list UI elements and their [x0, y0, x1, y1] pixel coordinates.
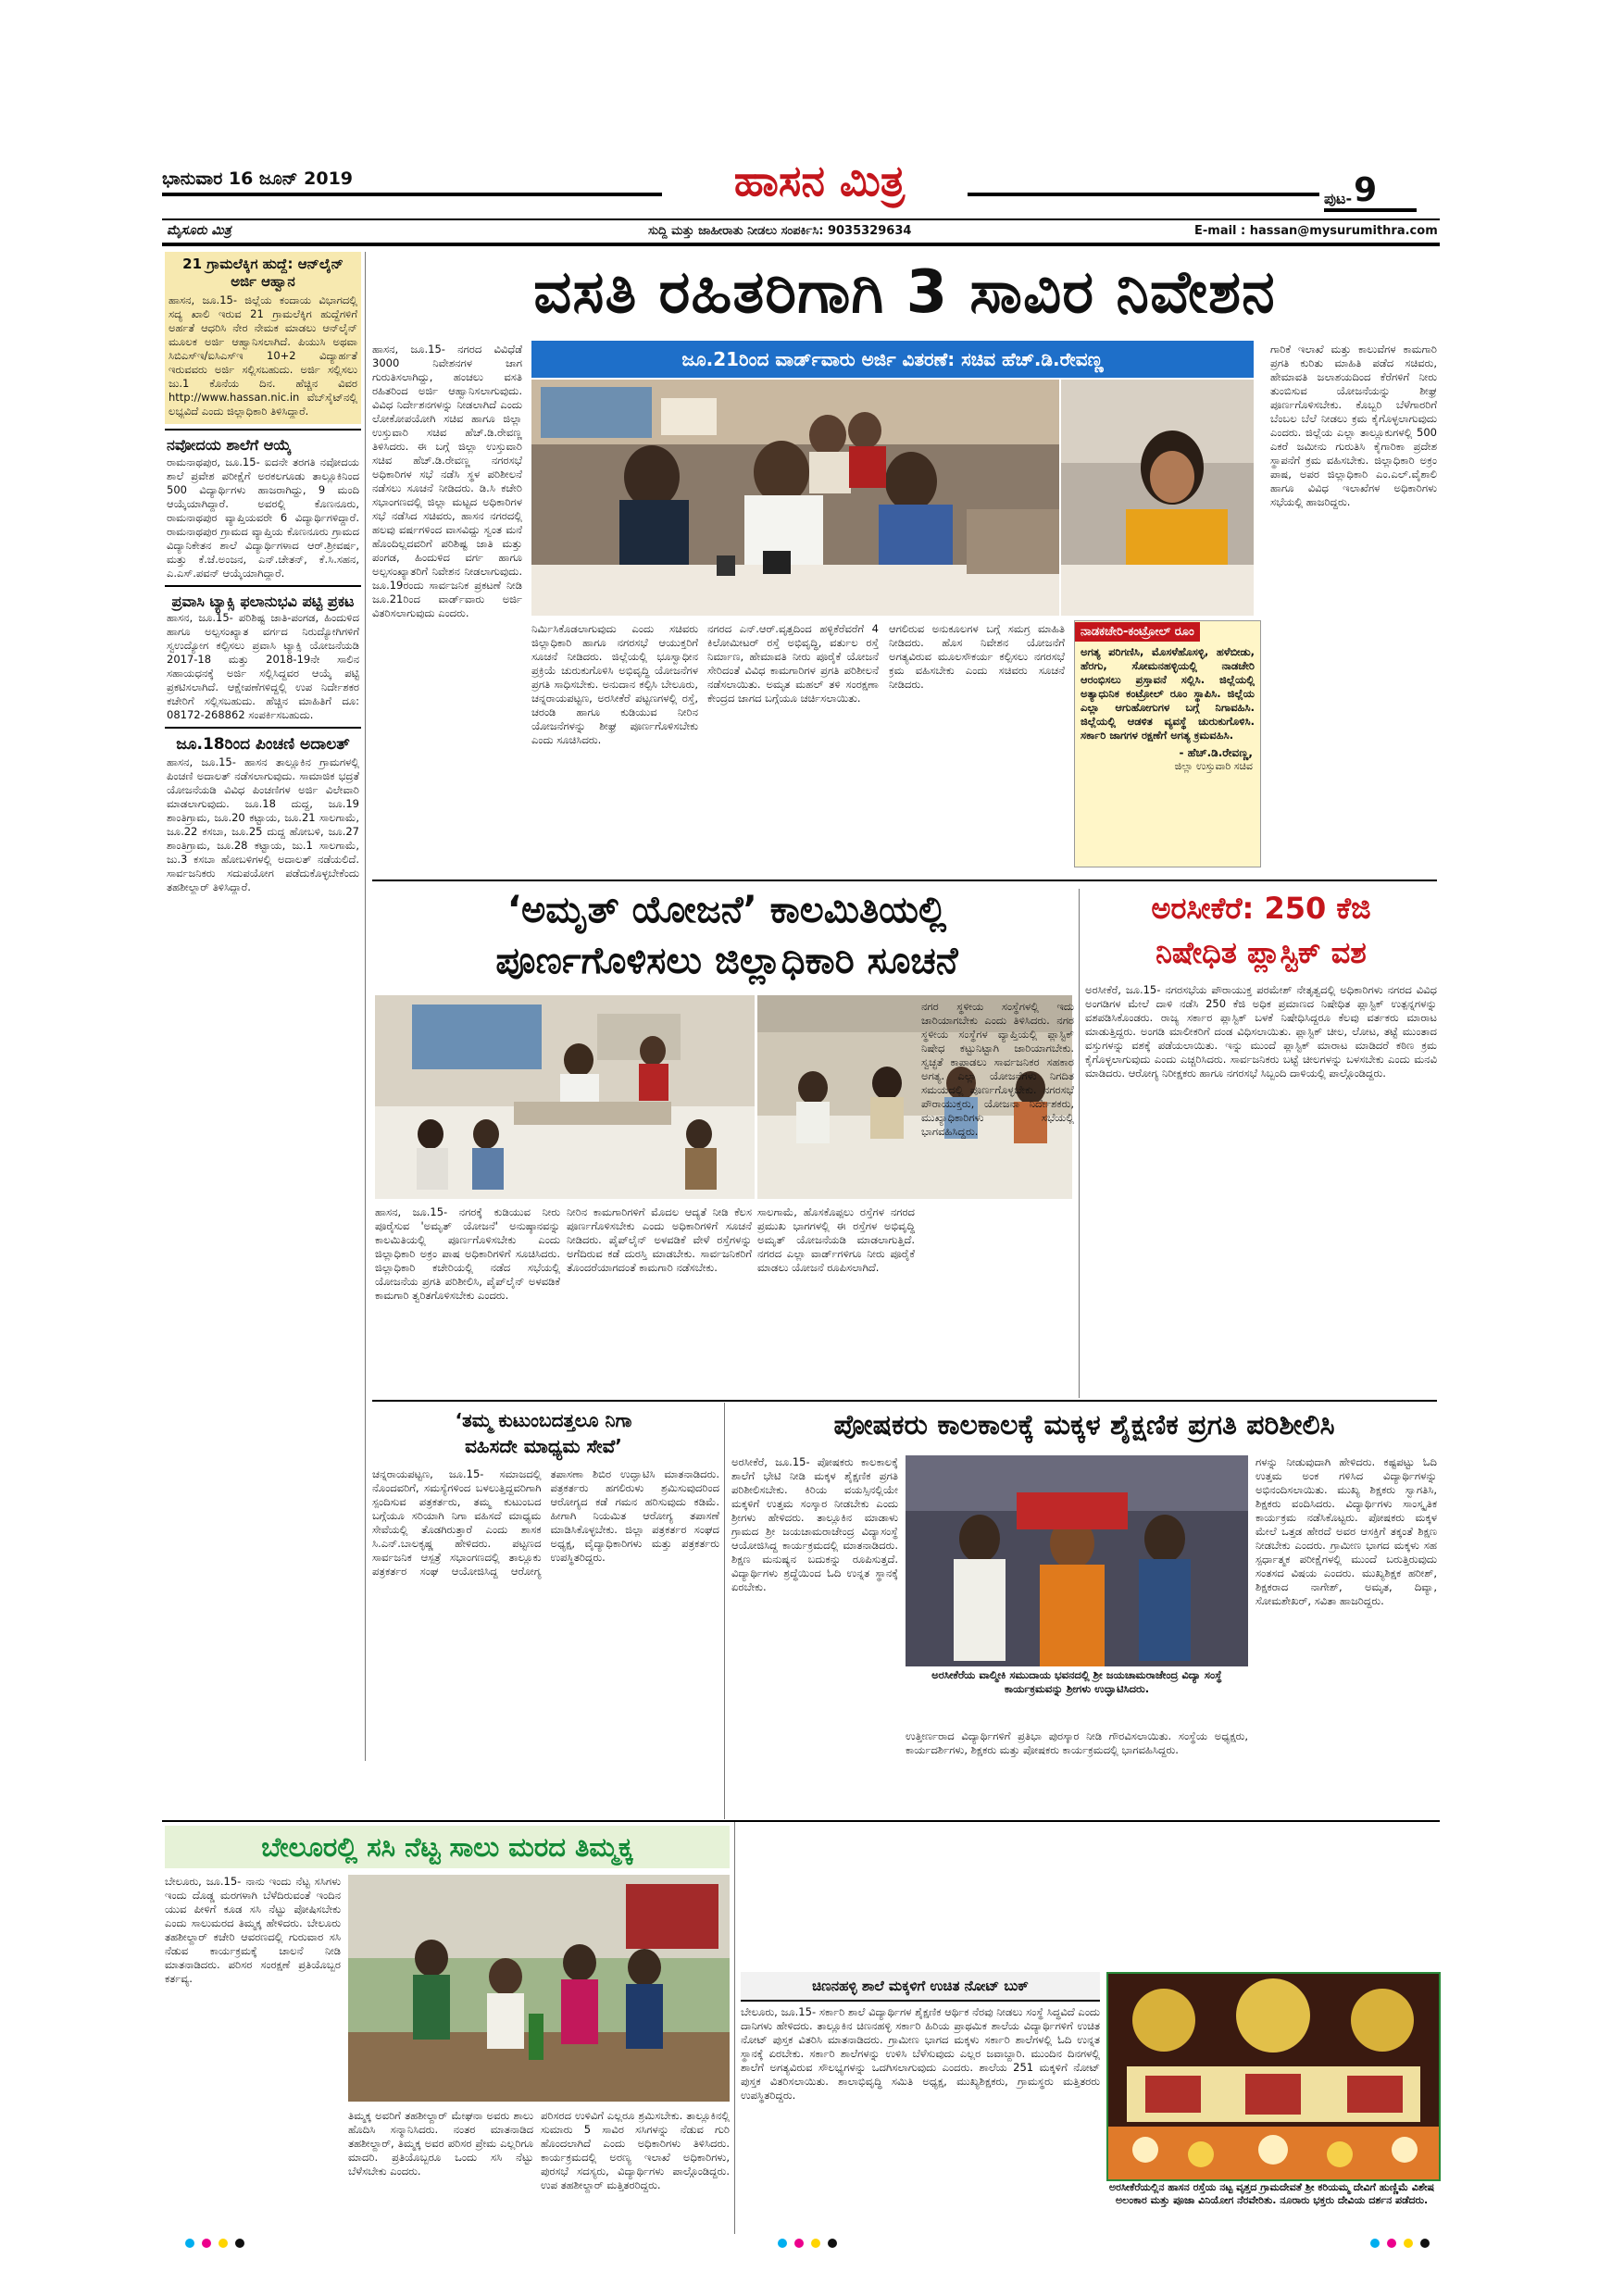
- main-body-col4: ಗಾರಿಕೆ ಇಲಾಖೆ ಮತ್ತು ಕಾಲುವೆಗಳ ಕಾಮಗಾರಿ ಪ್ರಗತಿ ಕುರಿತು ಮಾಹಿತಿ ಪಡೆದ ಸಚಿವರು, ಹೇಮಾವತಿ ಜಲಾಶಯದಿಂದ ಕೆರೆಗಳಿಗೆ ನೀರು ತುಂಬಿಸುವ ಯೋಜನೆಯನ್ನು ಶೀಘ್ರ ಪೂರ್ಣಗೊಳಿಸಬೇಕು. ಕೊಬ್ಬರಿ ಬೆಳೆಗಾರರಿಗೆ ಬೆಂಬಲ ಬೆಲೆ ನೀಡಲು ಕ್ರಮ ಕೈಗೊಳ್ಳಲಾಗುವುದು ಎಂದರು. ಜಿಲ್ಲೆಯ ಎಲ್ಲಾ ತಾಲ್ಲೂಕುಗಳಲ್ಲಿ 500 ಎಕರೆ ಜಮೀನು ಗುರುತಿಸಿ ಕೈಗಾರಿಕಾ ಪ್ರದೇಶ ಸ್ಥಾಪನೆಗೆ ಕ್ರಮ ವಹಿಸಬೇಕು. ಜಿಲ್ಲಾಧಿಕಾರಿ ಅಕ್ರಂ ಪಾಷ, ಅಪರ ಜಿಲ್ಲಾಧಿಕಾರಿ ಎಂ.ಎಲ್.ವೈಶಾಲಿ ಹಾಗೂ ವಿವಿಧ ಇಲಾಖೆಗಳ ಅಧಿಕಾರಿಗಳು ಸಭೆಯಲ್ಲಿ ಹಾಜರಿದ್ದರು.: [1270, 343, 1437, 508]
- left-col-divider: [365, 252, 366, 1761]
- amrut-headline-1: ‘ಅಮೃತ್ ಯೋಜನೆ’ ಕಾಲಮಿತಿಯಲ್ಲಿ: [506, 889, 947, 931]
- amrut-body-col4: ನಗರ ಸ್ಥಳೀಯ ಸಂಸ್ಥೆಗಳಲ್ಲಿ ಇದು ಜಾರಿಯಾಗಬೇಕು ಎಂದು ತಿಳಿಸಿದರು. ನಗರ ಸ್ಥಳೀಯ ಸಂಸ್ಥೆಗಳ ವ್ಯಾಪ್ತಿಯಲ್ಲಿ ಪ್ಲಾಸ್ಟಿಕ್ ನಿಷೇಧ ಕಟ್ಟುನಿಟ್ಟಾಗಿ ಜಾರಿಯಾಗಬೇಕು. ಸ್ವಚ್ಛತೆ ಕಾಪಾಡಲು ಸಾರ್ವಜನಿಕರ ಸಹಕಾರ ಅಗತ್ಯ. ಎಲ್ಲಾ ಯೋಜನೆಗಳು ನಿಗದಿತ ಸಮಯದಲ್ಲಿ ಪೂರ್ಣಗೊಳ್ಳಬೇಕು. ನಗರಸಭೆ ಪೌರಾಯುಕ್ತರು, ಯೋಜನಾ ನಿರ್ದೇಶಕರು, ಮುಖ್ಯಾಧಿಕಾರಿಗಳು ಸಭೆಯಲ್ಲಿ ಭಾಗವಹಿಸಿದ್ದರು.: [921, 1000, 1074, 1138]
- left-column: [165, 252, 361, 1761]
- brand-logo: ಮೈಸೂರು ಮಿತ್ರ: [167, 223, 231, 238]
- mid-rule: [372, 1400, 1437, 1402]
- amrut-meeting-photo: [375, 995, 755, 1199]
- amrut-body-col2: ನೀರಿನ ಕಾಮಗಾರಿಗಳಿಗೆ ಮೊದಲ ಆದ್ಯತೆ ನೀಡಿ ಕೆಲಸ ಪೂರ್ಣಗೊಳಿಸಬೇಕು ಎಂದು ಅಧಿಕಾರಿಗಳಿಗೆ ಸೂಚನೆ ನೀಡಿದರು. ಪೈಪ್‌ಲೈನ್ ಅಳವಡಿಕೆ ವೇಳೆ ರಸ್ತೆಗಳನ್ನು ಅಗೆದಿರುವ ಕಡೆ ದುರಸ್ತಿ ಮಾಡಬೇಕು. ಸಾರ್ವಜನಿಕರಿಗೆ ತೊಂದರೆಯಾಗದಂತೆ ಕಾಮಗಾರಿ ನಡೆಸಬೇಕು.: [567, 1205, 752, 1274]
- parents-body-col2: ಉತ್ತೀರ್ಣರಾದ ವಿದ್ಯಾರ್ಥಿಗಳಿಗೆ ಪ್ರತಿಭಾ ಪುರಸ್ಕಾರ ನೀಡಿ ಗೌರವಿಸಲಾಯಿತು. ಸಂಸ್ಥೆಯ ಅಧ್ಯಕ್ಷರು, ಕಾರ್ಯದರ್ಶಿಗಳು, ಶಿಕ್ಷಕರು ಮತ್ತು ಪೋಷಕರು ಕಾರ್ಯಕ್ರಮದಲ್ಲಿ ಭಾಗವಹಿಸಿದ್ದರು.: [906, 1729, 1248, 1756]
- quote-box-text: ಅಗತ್ಯ ಪರಿಗಣಿಸಿ, ಮೊಸಳೆಹೊಸಳ್ಳಿ, ಹಳೆಬೀಡು, ಹೆರಗು, ಸೋಮನಹಳ್ಳಿಯಲ್ಲಿ ನಾಡಚೇರಿ ಆರಂಭಿಸಲು ಪ್ರಸ್ತಾವನೆ ಸಲ್ಲಿಸಿ. ಜಿಲ್ಲೆಯಲ್ಲಿ ಅತ್ಯಾಧುನಿಕ ಕಂಟ್ರೋಲ್ ರೂಂ ಸ್ಥಾಪಿಸಿ. ಜಿಲ್ಲೆಯ ಎಲ್ಲಾ ಆಗುಹೋಗುಗಳ ಬಗ್ಗೆ ನಿಗಾವಹಿಸಿ. ಜಿಲ್ಲೆಯಲ್ಲಿ ಆಡಳಿತ ವ್ಯವಸ್ಥೆ ಚುರುಕುಗೊಳಿಸಿ. ಸರ್ಕಾರಿ ಜಾಗಗಳ ರಕ್ಷಣೆಗೆ ಅಗತ್ಯ ಕ್ರಮವಹಿಸಿ.: [1081, 645, 1255, 742]
- left-story-1-body: ಹಾಸನ, ಜೂ.15- ಜಿಲ್ಲೆಯ ಕಂದಾಯ ವಿಭಾಗದಲ್ಲಿ ಸದ್ಯ ಖಾಲಿ ಇರುವ 21 ಗ್ರಾಮಲೆಕ್ಕಿಗ ಹುದ್ದೆಗಳಿಗೆ ಅರ್ಹತೆ ಆಧರಿಸಿ ನೇರ ನೇಮಕ ಮಾಡಲು ಆನ್‌ಲೈನ್ ಮೂಲಕ ಅರ್ಜಿ ಆಹ್ವಾನಿಸಲಾಗಿದೆ. ಪಿಯುಸಿ ಅಥವಾ ಸಿಬಿಎಸ್‌ಇ/ಐಸಿಎಸ್‌ಇ 10+2 ವಿದ್ಯಾರ್ಹತೆ ಇರುವವರು ಅರ್ಜಿ ಸಲ್ಲಿಸಬಹುದು. ಅರ್ಜಿ ಸಲ್ಲಿಸಲು ಜು.1 ಕೊನೆಯ ದಿನ. ಹೆಚ್ಚಿನ ವಿವರ http://www.hassan.nic.in ವೆಬ್‌ಸೈಟ್‌ನಲ್ಲಿ ಲಭ್ಯವಿದೆ ಎಂದು ಜಿಲ್ಲಾಧಿಕಾರಿ ತಿಳಿಸಿದ್ದಾರೆ.: [169, 293, 357, 418]
- notebook-headline: ಚಿಣನಹಳ್ಳಿ ಶಾಲೆ ಮಕ್ಕಳಿಗೆ ಉಚಿತ ನೋಟ್ ಬುಕ್: [812, 1978, 1029, 1994]
- parents-body-col1: ಅರಸೀಕೆರೆ, ಜೂ.15- ಪೋಷಕರು ಕಾಲಕಾಲಕ್ಕೆ ಶಾಲೆಗೆ ಭೇಟಿ ನೀಡಿ ಮಕ್ಕಳ ಶೈಕ್ಷಣಿಕ ಪ್ರಗತಿ ಪರಿಶೀಲಿಸಬೇಕು. ಕಿರಿಯ ವಯಸ್ಸಿನಲ್ಲಿಯೇ ಮಕ್ಕಳಿಗೆ ಉತ್ತಮ ಸಂಸ್ಕಾರ ನೀಡಬೇಕು ಎಂದು ಶ್ರೀಗಳು ಹೇಳಿದರು. ತಾಲ್ಲೂಕಿನ ಮಾಡಾಳು ಗ್ರಾಮದ ಶ್ರೀ ಜಯಚಾಮರಾಜೇಂದ್ರ ವಿದ್ಯಾಸಂಸ್ಥೆ ಆಯೋಜಿಸಿದ್ದ ಕಾರ್ಯಕ್ರಮದಲ್ಲಿ ಮಾತನಾಡಿದರು. ಶಿಕ್ಷಣ ಮನುಷ್ಯನ ಬದುಕನ್ನು ರೂಪಿಸುತ್ತದೆ. ವಿದ್ಯಾರ್ಥಿಗಳು ಶ್ರದ್ಧೆಯಿಂದ ಓದಿ ಉನ್ನತ ಸ್ಥಾನಕ್ಕೆ ಏರಬೇಕು.: [731, 1455, 898, 1593]
- email-line: E-mail : hassan@mysurumithra.com: [1194, 224, 1438, 238]
- quote-box: [1074, 620, 1261, 867]
- left-story-2: [165, 435, 361, 580]
- officer-photo: [1061, 380, 1254, 616]
- notebook-headline-bar: [741, 1972, 1100, 2002]
- media-headline-2: ವಹಿಸದೇ ಮಾಧ್ಯಮ ಸೇವೆ’: [465, 1435, 622, 1457]
- registration-marks-center: [778, 2239, 837, 2248]
- main-subheadline-bar: [531, 341, 1254, 378]
- contact-line: ಸುದ್ದಿ ಮತ್ತು ಜಾಹೀರಾತು ನೀಡಲು ಸಂಪರ್ಕಿಸಿ: 9035329634: [648, 224, 912, 238]
- registration-marks-right: [1370, 2239, 1430, 2248]
- bottom-rule: [162, 1820, 1440, 1822]
- parents-body-col3: ಗಳನ್ನು ನೀಡುವುದಾಗಿ ಹೇಳಿದರು. ಕಷ್ಟಪಟ್ಟು ಓದಿ ಉತ್ತಮ ಅಂಕ ಗಳಿಸಿದ ವಿದ್ಯಾರ್ಥಿಗಳನ್ನು ಅಭಿನಂದಿಸಲಾಯಿತು. ಮುಖ್ಯ ಶಿಕ್ಷಕರು ಸ್ವಾಗತಿಸಿ, ಶಿಕ್ಷಕರು ವಂದಿಸಿದರು. ವಿದ್ಯಾರ್ಥಿಗಳು ಸಾಂಸ್ಕೃತಿಕ ಕಾರ್ಯಕ್ರಮ ನಡೆಸಿಕೊಟ್ಟರು. ಪೋಷಕರು ಮಕ್ಕಳ ಮೇಲೆ ಒತ್ತಡ ಹೇರದೆ ಅವರ ಆಸಕ್ತಿಗೆ ತಕ್ಕಂತೆ ಶಿಕ್ಷಣ ನೀಡಬೇಕು ಎಂದರು. ಗ್ರಾಮೀಣ ಭಾಗದ ಮಕ್ಕಳು ಸಹ ಸ್ಪರ್ಧಾತ್ಮಕ ಪರೀಕ್ಷೆಗಳಲ್ಲಿ ಮುಂದೆ ಬರುತ್ತಿರುವುದು ಸಂತಸದ ವಿಷಯ ಎಂದರು. ಮುಖ್ಯಶಿಕ್ಷಕ ಹರೀಶ್, ಶಿಕ್ಷಕರಾದ ನಾಗೇಶ್, ಅಮೃತ, ದಿವ್ಯಾ, ಸೋಮಶೇಖರ್, ಸವಿತಾ ಹಾಜರಿದ್ದರು.: [1255, 1455, 1437, 1607]
- belur-headline: ಬೇಲೂರಲ್ಲಿ ಸಸಿ ನೆಟ್ಟ ಸಾಲು ಮರದ ತಿಮ್ಮಕ್ಕ: [261, 1830, 633, 1863]
- belur-headline-bar: [165, 1826, 730, 1868]
- belur-body-col2: ತಿಮ್ಮಕ್ಕ ಅವರಿಗೆ ತಹಶೀಲ್ದಾರ್ ಮೇಘನಾ ಅವರು ಶಾಲು ಹೊದಿಸಿ ಸನ್ಮಾನಿಸಿದರು. ನಂತರ ಮಾತನಾಡಿದ ತಹಶೀಲ್ದಾರ್, ತಿಮ್ಮಕ್ಕ ಅವರ ಪರಿಸರ ಪ್ರೇಮ ಎಲ್ಲರಿಗೂ ಮಾದರಿ. ಪ್ರತಿಯೊಬ್ಬರೂ ಒಂದು ಸಸಿ ನೆಟ್ಟು ಬೆಳೆಸಬೇಕು ಎಂದರು.: [348, 2109, 533, 2177]
- parents-caption-text: ಅರಸೀಕೆರೆಯ ವಾಲ್ಮೀಕಿ ಸಮುದಾಯ ಭವನದಲ್ಲಿ ಶ್ರೀ ಜಯಚಾಮರಾಜೇಂದ್ರ ವಿದ್ಯಾ ಸಂಸ್ಥೆ ಕಾರ್ಯಕ್ರಮವನ್ನು ಶ್ರೀಗಳು ಉದ್ಘಾಟಿಸಿದರು.: [931, 1668, 1222, 1695]
- notebook-body: ಬೇಲೂರು, ಜೂ.15- ಸರ್ಕಾರಿ ಶಾಲೆ ವಿದ್ಯಾರ್ಥಿಗಳ ಶೈಕ್ಷಣಿಕ ಆರ್ಥಿಕ ನೆರವು ನೀಡಲು ಸಂಸ್ಥೆ ಸಿದ್ಧವಿದೆ ಎಂದು ದಾನಿಗಳು ಹೇಳಿದರು. ತಾಲ್ಲೂಕಿನ ಚಿಣನಹಳ್ಳಿ ಸರ್ಕಾರಿ ಹಿರಿಯ ಪ್ರಾಥಮಿಕ ಶಾಲೆಯ ವಿದ್ಯಾರ್ಥಿಗಳಿಗೆ ಉಚಿತ ನೋಟ್ ಪುಸ್ತಕ ವಿತರಿಸಿ ಮಾತನಾಡಿದರು. ಗ್ರಾಮೀಣ ಭಾಗದ ಮಕ್ಕಳು ಸರ್ಕಾರಿ ಶಾಲೆಗಳಲ್ಲಿ ಓದಿ ಉನ್ನತ ಸ್ಥಾನಕ್ಕೆ ಏರಬೇಕು. ಸರ್ಕಾರಿ ಶಾಲೆಗಳನ್ನು ಉಳಿಸಿ ಬೆಳೆಸುವುದು ಎಲ್ಲರ ಜವಾಬ್ದಾರಿ. ಮುಂದಿನ ದಿನಗಳಲ್ಲಿ ಶಾಲೆಗೆ ಅಗತ್ಯವಿರುವ ಸೌಲಭ್ಯಗಳನ್ನು ಒದಗಿಸಲಾಗುವುದು ಎಂದರು. ಶಾಲೆಯ 251 ಮಕ್ಕಳಿಗೆ ನೋಟ್ ಪುಸ್ತಕ ವಿತರಿಸಲಾಯಿತು. ಶಾಲಾಭಿವೃದ್ಧಿ ಸಮಿತಿ ಅಧ್ಯಕ್ಷ, ಮುಖ್ಯಶಿಕ್ಷಕರು, ಗ್ರಾಮಸ್ಥರು ಮತ್ತಿತರರು ಉಪಸ್ಥಿತರಿದ್ದರು.: [741, 2005, 1100, 2102]
- left-story-2-body: ರಾಮನಾಥಪುರ, ಜೂ.15- ಐದನೇ ತರಗತಿ ನವೋದಯ ಶಾಲೆ ಪ್ರವೇಶ ಪರೀಕ್ಷೆಗೆ ಅರಕಲಗೂಡು ತಾಲ್ಲೂಕಿನಿಂದ 500 ವಿದ್ಯಾರ್ಥಿಗಳು ಹಾಜರಾಗಿದ್ದು, 9 ಮಂದಿ ಆಯ್ಕೆಯಾಗಿದ್ದಾರೆ. ಅವರಲ್ಲಿ ಕೊಣನೂರು, ರಾಮನಾಥಪುರ ವ್ಯಾಪ್ತಿಯವರೇ 6 ವಿದ್ಯಾರ್ಥಿಗಳಿದ್ದಾರೆ. ರಾಮನಾಥಪುರ ಗ್ರಾಮದ ವ್ಯಾಪ್ತಿಯ ಕೊಣನೂರು ಗ್ರಾಮದ ವಿದ್ಯಾನಿಕೇತನ ಶಾಲೆ ವಿದ್ಯಾರ್ಥಿಗಳಾದ ಆರ್.ಶ್ರೀವರ್ಷ, ಮತ್ತು ಕೆ.ಜೆ.ಅಂಜನ, ಎನ್.ಚೇತನ್, ಕೆ.ಸಿ.ಸಹನ, ಎ.ಎಸ್.ಪವನ್ ಆಯ್ಕೆಯಾಗಿದ್ದಾರೆ.: [167, 455, 359, 580]
- masthead-rule-right: [968, 193, 1319, 196]
- main-headline-row: [372, 256, 1437, 330]
- page-label: ಪುಟ-: [1324, 190, 1353, 207]
- masthead-date: ಭಾನುವಾರ 16 ಜೂನ್ 2019: [162, 168, 354, 189]
- parents-photo: [906, 1455, 1248, 1666]
- registration-marks-left: [185, 2239, 244, 2248]
- left-story-3: [165, 592, 361, 722]
- left-story-4: [165, 733, 361, 894]
- contact-rule-bottom: [162, 243, 1440, 246]
- quote-box-title: ನಾಡಕಚೇರಿ-ಕಂಟ್ರೋಲ್ ರೂಂ: [1075, 622, 1200, 642]
- arasikere-headline-1: ಅರಸೀಕೆರೆ: 250 ಕೆಜಿ: [1151, 891, 1371, 926]
- amrut-headline-2: ಪೂರ್ಣಗೊಳಿಸಲು ಜಿಲ್ಲಾಧಿಕಾರಿ ಸೂಚನೆ: [495, 940, 958, 982]
- page-number-box: [1324, 171, 1417, 212]
- meeting-photo: [531, 380, 1059, 616]
- media-body: ಚನ್ನರಾಯಪಟ್ಟಣ, ಜೂ.15- ಸಮಾಜದಲ್ಲಿ ನೊಂದವರಿಗೆ, ಸಮಸ್ಯೆಗಳಿಂದ ಬಳಲುತ್ತಿದ್ದವರಿಗಾಗಿ ಸ್ಪಂದಿಸುವ ಪತ್ರಕರ್ತರು, ತಮ್ಮ ಕುಟುಂಬದ ಬಗ್ಗೆಯೂ ಸರಿಯಾಗಿ ನಿಗಾ ವಹಿಸದೆ ಮಾಧ್ಯಮ ಸೇವೆಯಲ್ಲಿ ತೊಡಗಿರುತ್ತಾರೆ ಎಂದು ಶಾಸಕ ಸಿ.ಎನ್.ಬಾಲಕೃಷ್ಣ ಹೇಳಿದರು. ಪಟ್ಟಣದ ಸಾರ್ವಜನಿಕ ಆಸ್ಪತ್ರೆ ಸಭಾಂಗಣದಲ್ಲಿ ತಾಲ್ಲೂಕು ಪತ್ರಕರ್ತರ ಸಂಘ ಆಯೋಜಿಸಿದ್ದ ಆರೋಗ್ಯ ತಪಾಸಣಾ ಶಿಬಿರ ಉದ್ಘಾಟಿಸಿ ಮಾತನಾಡಿದರು. ಪತ್ರಕರ್ತರು ಹಗಲಿರುಳು ಶ್ರಮಿಸುವುದರಿಂದ ಆರೋಗ್ಯದ ಕಡೆ ಗಮನ ಹರಿಸುವುದು ಕಡಿಮೆ. ಹೀಗಾಗಿ ನಿಯಮಿತ ಆರೋಗ್ಯ ತಪಾಸಣೆ ಮಾಡಿಸಿಕೊಳ್ಳಬೇಕು. ಜಿಲ್ಲಾ ಪತ್ರಕರ್ತರ ಸಂಘದ ಅಧ್ಯಕ್ಷ, ವೈದ್ಯಾಧಿಕಾರಿಗಳು ಮತ್ತು ಪತ್ರಕರ್ತರು ಉಪಸ್ಥಿತರಿದ್ದರು.: [372, 1467, 719, 1578]
- left-story-1: [165, 252, 361, 424]
- amrut-body-col1: ಹಾಸನ, ಜೂ.15- ನಗರಕ್ಕೆ ಕುಡಿಯುವ ನೀರು ಪೂರೈಸುವ 'ಅಮೃತ್ ಯೋಜನೆ' ಅನುಷ್ಠಾನವನ್ನು ಕಾಲಮಿತಿಯಲ್ಲಿ ಪೂರ್ಣಗೊಳಿಸಬೇಕು ಎಂದು ಜಿಲ್ಲಾಧಿಕಾರಿ ಅಕ್ರಂ ಪಾಷ ಅಧಿಕಾರಿಗಳಿಗೆ ಸೂಚಿಸಿದರು. ಜಿಲ್ಲಾಧಿಕಾರಿ ಕಚೇರಿಯಲ್ಲಿ ನಡೆದ ಸಭೆಯಲ್ಲಿ ಯೋಜನೆಯ ಪ್ರಗತಿ ಪರಿಶೀಲಿಸಿ, ಪೈಪ್‌ಲೈನ್ ಅಳವಡಿಕೆ ಕಾಮಗಾರಿ ತ್ವರಿತಗೊಳಿಸಬೇಕು ಎಂದರು.: [375, 1205, 560, 1302]
- temple-caption-text: ಅರಸೀಕೆರೆಯಲ್ಲಿನ ಹಾಸನ ರಸ್ತೆಯ ನಟ್ಟ ವೃತ್ತದ ಗ್ರಾಮದೇವತೆ ಶ್ರೀ ಕರಿಯಮ್ಮ ದೇವಿಗೆ ಹುಣ್ಣಿಮೆ ವಿಶೇಷ ಅಲಂಕಾರ ಮತ್ತು ಪೂಜಾ ವಿನಿಯೋಗ ನೆರವೇರಿತು. ನೂರಾರು ಭಕ್ತರು ದೇವಿಯ ದರ್ಶನ ಪಡೆದರು.: [1108, 2181, 1435, 2206]
- left-story-1-head: 21 ಗ್ರಾಮಲೆಕ್ಕಿಗ ಹುದ್ದೆ: ಆನ್‌ಲೈನ್ ಅರ್ಜಿ ಆಹ್ವಾನ: [182, 256, 344, 290]
- belur-body-col3: ಪರಿಸರದ ಉಳಿವಿಗೆ ಎಲ್ಲರೂ ಶ್ರಮಿಸಬೇಕು. ತಾಲ್ಲೂಕಿನಲ್ಲಿ ಸುಮಾರು 5 ಸಾವಿರ ಸಸಿಗಳನ್ನು ನೆಡುವ ಗುರಿ ಹೊಂದಲಾಗಿದೆ ಎಂದು ಅಧಿಕಾರಿಗಳು ತಿಳಿಸಿದರು. ಕಾರ್ಯಕ್ರಮದಲ್ಲಿ ಅರಣ್ಯ ಇಲಾಖೆ ಅಧಿಕಾರಿಗಳು, ಪುರಸಭೆ ಸದಸ್ಯರು, ವಿದ್ಯಾರ್ಥಿಗಳು ಪಾಲ್ಗೊಂಡಿದ್ದರು. ಉಪ ತಹಶೀಲ್ದಾರ್ ಮತ್ತಿತರರಿದ್ದರು.: [541, 2109, 730, 2191]
- temple-caption: [1106, 2181, 1437, 2229]
- left-story-4-head: ಜೂ.18ರಿಂದ ಪಿಂಚಣಿ ಅದಾಲತ್: [176, 735, 350, 754]
- quote-box-designation: ಜಿಲ್ಲಾ ಉಸ್ತುವಾರಿ ಸಚಿವ: [1174, 760, 1253, 772]
- main-story-rule: [372, 880, 1437, 881]
- left-story-2-head: ನವೋದಯ ಶಾಲೆಗೆ ಆಯ್ಕೆ: [167, 436, 292, 454]
- main-body-col1: ಹಾಸನ, ಜೂ.15- ನಗರದ ವಿವಿಧೆಡೆ 3000 ನಿವೇಶನಗಳ ಜಾಗ ಗುರುತಿಸಲಾಗಿದ್ದು, ಹಂಚಲು ವಸತಿ ರಹಿತರಿಂದ ಅರ್ಜಿ ಆಹ್ವಾನಿಸಲಾಗುವುದು. ವಿವಿಧ ನಿರ್ದೇಶನಗಳನ್ನು ನೀಡಲಾಗಿದೆ ಎಂದು ಲೋಕೋಪಯೋಗಿ ಸಚಿವ ಹಾಗೂ ಜಿಲ್ಲಾ ಉಸ್ತುವಾರಿ ಸಚಿವ ಹೆಚ್.ಡಿ.ರೇವಣ್ಣ ತಿಳಿಸಿದರು. ಈ ಬಗ್ಗೆ ಜಿಲ್ಲಾ ಉಸ್ತುವಾರಿ ಸಚಿವ ಹೆಚ್.ಡಿ.ರೇವಣ್ಣ ನಗರಸಭೆ ಅಧಿಕಾರಿಗಳ ಸಭೆ ನಡೆಸಿ ಸ್ಥಳ ಪರಿಶೀಲನೆ ನಡೆಸಲು ಸೂಚನೆ ನೀಡಿದರು. ಡಿ.ಸಿ ಕಚೇರಿ ಸಭಾಂಗಣದಲ್ಲಿ ಜಿಲ್ಲಾ ಮಟ್ಟದ ಅಧಿಕಾರಿಗಳ ಸಭೆ ನಡೆಸಿದ ಸಚಿವರು, ಹಾಸನ ನಗರದಲ್ಲಿ ಹಲವು ವರ್ಷಗಳಿಂದ ವಾಸವಿದ್ದು ಸ್ವಂತ ಮನೆ ಹೊಂದಿಲ್ಲದವರಿಗೆ ಪರಿಶಿಷ್ಟ ಜಾತಿ ಮತ್ತು ಪಂಗಡ, ಹಿಂದುಳಿದ ವರ್ಗ ಹಾಗೂ ಅಲ್ಪಸಂಖ್ಯಾತರಿಗೆ ನಿವೇಶನ ನೀಡಲಾಗುವುದು. ಜೂ.19ರಂದು ಸಾರ್ವಜನಿಕ ಪ್ರಕಟಣೆ ನೀಡಿ ಜೂ.21ರಿಂದ ವಾರ್ಡ್‌ವಾರು ಅರ್ಜಿ ವಿತರಿಸಲಾಗುವುದು ಎಂದರು.: [372, 343, 522, 619]
- temple-photo: [1106, 1972, 1441, 2181]
- parents-headline: ಪೋಷಕರು ಕಾಲಕಾಲಕ್ಕೆ ಮಕ್ಕಳ ಶೈಕ್ಷಣಿಕ ಪ್ರಗತಿ ಪರಿಶೀಲಿಸಿ: [833, 1409, 1335, 1441]
- contact-rule-top: [162, 218, 1440, 220]
- quote-box-signature: - ಹೆಚ್.ಡಿ.ರೇವಣ್ಣ,: [1179, 746, 1253, 759]
- main-body-col3: ನಗರದ ಎನ್.ಆರ್.ವೃತ್ತದಿಂದ ಹಳ್ಳಿಕೆರೆವರೆಗೆ 4 ಕಿಲೋಮೀಟರ್ ರಸ್ತೆ ಅಭಿವೃದ್ಧಿ, ವರ್ತುಲ ರಸ್ತೆ ನಿರ್ಮಾಣ, ಹೇಮಾವತಿ ನೀರು ಪೂರೈಕೆ ಯೋಜನೆ ಸೇರಿದಂತೆ ವಿವಿಧ ಕಾಮಗಾರಿಗಳ ಪ್ರಗತಿ ಪರಿಶೀಲನೆ ನಡೆಸಲಾಯಿತು. ಅಮೃತ ಮಹಲ್ ತಳಿ ಸಂರಕ್ಷಣಾ ಕೇಂದ್ರದ ಜಾಗದ ಬಗ್ಗೆಯೂ ಚರ್ಚಿಸಲಾಯಿತು.: [707, 622, 879, 705]
- belur-divider: [734, 1822, 735, 2234]
- media-divider: [724, 1403, 725, 1819]
- timmakka-photo: [348, 1875, 730, 2102]
- main-headline: ವಸತಿ ರಹಿತರಿಗಾಗಿ 3 ಸಾವಿರ ನಿವೇಶನ: [533, 258, 1276, 327]
- parents-caption: [906, 1668, 1248, 1724]
- left-story-3-head: ಪ್ರವಾಸಿ ಟ್ಯಾಕ್ಸಿ ಫಲಾನುಭವಿ ಪಟ್ಟಿ ಪ್ರಕಟ: [171, 593, 355, 610]
- belur-body-col1: ಬೇಲೂರು, ಜೂ.15- ನಾನು ಇಂದು ನೆಟ್ಟ ಸಸಿಗಳು ಇಂದು ದೊಡ್ಡ ಮರಗಳಾಗಿ ಬೆಳೆದಿರುವಂತೆ ಇಂದಿನ ಯುವ ಪೀಳಿಗೆ ಕೂಡ ಸಸಿ ನೆಟ್ಟು ಪೋಷಿಸಬೇಕು ಎಂದು ಸಾಲುಮರದ ತಿಮ್ಮಕ್ಕ ಹೇಳಿದರು. ಬೇಲೂರು ತಹಶೀಲ್ದಾರ್ ಕಚೇರಿ ಆವರಣದಲ್ಲಿ ಗುರುವಾರ ಸಸಿ ನೆಡುವ ಕಾರ್ಯಕ್ರಮಕ್ಕೆ ಚಾಲನೆ ನೀಡಿ ಮಾತನಾಡಿದರು. ಪರಿಸರ ಸಂರಕ್ಷಣೆ ಪ್ರತಿಯೊಬ್ಬರ ಕರ್ತವ್ಯ.: [165, 1875, 341, 1985]
- masthead-rule-left: [162, 193, 662, 196]
- arasikere-headline-2: ನಿಷೇಧಿತ ಪ್ಲಾಸ್ಟಿಕ್ ವಶ: [1156, 935, 1367, 970]
- main-body-col2: ನಿರ್ಮಿಸಿಕೊಡಲಾಗುವುದು ಎಂದು ಸಚಿವರು ಜಿಲ್ಲಾಧಿಕಾರಿ ಹಾಗೂ ನಗರಸಭೆ ಆಯುಕ್ತರಿಗೆ ಸೂಚನೆ ನೀಡಿದರು. ಜಿಲ್ಲೆಯಲ್ಲಿ ಭೂಸ್ವಾಧೀನ ಪ್ರಕ್ರಿಯೆ ಚುರುಕುಗೊಳಿಸಿ ಅಭಿವೃದ್ಧಿ ಯೋಜನೆಗಳ ಪ್ರಗತಿ ಸಾಧಿಸಬೇಕು. ಅನುದಾನ ಕಲ್ಪಿಸಿ ಬೇಲೂರು, ಚನ್ನರಾಯಪಟ್ಟಣ, ಅರಸೀಕೆರೆ ಪಟ್ಟಣಗಳಲ್ಲಿ ರಸ್ತೆ, ಚರಂಡಿ ಹಾಗೂ ಕುಡಿಯುವ ನೀರಿನ ಯೋಜನೆಗಳನ್ನು ಶೀಘ್ರ ಪೂರ್ಣಗೊಳಿಸಬೇಕು ಎಂದು ಸೂಚಿಸಿದರು.: [531, 622, 698, 746]
- arasikere-body: ಅರಸೀಕೆರೆ, ಜೂ.15- ನಗರಸಭೆಯ ಪೌರಾಯುಕ್ತ ಪರಮೇಶ್ ನೇತೃತ್ವದಲ್ಲಿ ಅಧಿಕಾರಿಗಳು ನಗರದ ವಿವಿಧ ಅಂಗಡಿಗಳ ಮೇಲೆ ದಾಳಿ ನಡೆಸಿ 250 ಕೆಜಿ ಅಧಿಕ ಪ್ರಮಾಣದ ನಿಷೇಧಿತ ಪ್ಲಾಸ್ಟಿಕ್ ಉತ್ಪನ್ನಗಳನ್ನು ವಶಪಡಿಸಿಕೊಂಡರು. ರಾಜ್ಯ ಸರ್ಕಾರ ಪ್ಲಾಸ್ಟಿಕ್ ಬಳಕೆ ನಿಷೇಧಿಸಿದ್ದರೂ ಕೆಲವು ವರ್ತಕರು ಮಾರಾಟ ಮಾಡುತ್ತಿದ್ದರು. ಅಂಗಡಿ ಮಾಲೀಕರಿಗೆ ದಂಡ ವಿಧಿಸಲಾಯಿತು. ಪ್ಲಾಸ್ಟಿಕ್ ಚೀಲ, ಲೋಟ, ತಟ್ಟೆ ಮುಂತಾದ ವಸ್ತುಗಳನ್ನು ವಶಕ್ಕೆ ಪಡೆಯಲಾಯಿತು. ಇನ್ನು ಮುಂದೆ ಪ್ಲಾಸ್ಟಿಕ್ ಮಾರಾಟ ಮಾಡಿದರೆ ಕಠಿಣ ಕ್ರಮ ಕೈಗೊಳ್ಳಲಾಗುವುದು ಎಂದು ಎಚ್ಚರಿಸಿದರು. ಸಾರ್ವಜನಿಕರು ಬಟ್ಟೆ ಚೀಲಗಳನ್ನು ಬಳಸಬೇಕು ಎಂದು ಮನವಿ ಮಾಡಿದರು. ಆರೋಗ್ಯ ನಿರೀಕ್ಷಕರು ಹಾಗೂ ನಗರಸಭೆ ಸಿಬ್ಬಂದಿ ದಾಳಿಯಲ್ಲಿ ಪಾಲ್ಗೊಂಡಿದ್ದರು.: [1085, 983, 1437, 1079]
- page-number: 9: [1354, 171, 1378, 209]
- main-body-col5: ಆಗಲಿರುವ ಅನುಕೂಲಗಳ ಬಗ್ಗೆ ಸಮಗ್ರ ಮಾಹಿತಿ ನೀಡಿದರು. ಹೊಸ ನಿವೇಶನ ಯೋಜನೆಗೆ ಅಗತ್ಯವಿರುವ ಮೂಲಸೌಕರ್ಯ ಕಲ್ಪಿಸಲು ನಗರಸಭೆ ಕ್ರಮ ವಹಿಸಬೇಕು ಎಂದು ಸಚಿವರು ಸೂಚನೆ ನೀಡಿದರು.: [889, 622, 1065, 691]
- amrut-body-col3: ಸಾಲಗಾಮೆ, ಹೊಸಕೊಪ್ಪಲು ರಸ್ತೆಗಳ ನಗರದ ಪ್ರಮುಖ ಭಾಗಗಳಲ್ಲಿ ಈ ರಸ್ತೆಗಳ ಅಭಿವೃದ್ಧಿ ಅಮೃತ್ ಯೋಜನೆಯಡಿ ಮಾಡಲಾಗುತ್ತಿದೆ. ನಗರದ ಎಲ್ಲಾ ವಾರ್ಡ್‌ಗಳಿಗೂ ನೀರು ಪೂರೈಕೆ ಮಾಡಲು ಯೋಜನೆ ರೂಪಿಸಲಾಗಿದೆ.: [757, 1205, 915, 1274]
- left-story-4-body: ಹಾಸನ, ಜೂ.15- ಹಾಸನ ತಾಲ್ಲೂಕಿನ ಗ್ರಾಮಗಳಲ್ಲಿ ಪಿಂಚಣಿ ಅದಾಲತ್ ನಡೆಸಲಾಗುವುದು. ಸಾಮಾಜಿಕ ಭದ್ರತೆ ಯೋಜನೆಯಡಿ ವಿವಿಧ ಪಿಂಚಣಿಗಳ ಅರ್ಜಿ ವಿಲೇವಾರಿ ಮಾಡಲಾಗುವುದು. ಜೂ.18 ದುದ್ದ, ಜೂ.19 ಶಾಂತಿಗ್ರಾಮ, ಜೂ.20 ಕಟ್ಟಾಯ, ಜೂ.21 ಸಾಲಗಾಮೆ, ಜೂ.22 ಕಸಬಾ, ಜೂ.25 ದುದ್ದ ಹೋಬಳಿ, ಜೂ.27 ಶಾಂತಿಗ್ರಾಮ, ಜೂ.28 ಕಟ್ಟಾಯ, ಜು.1 ಸಾಲಗಾಮೆ, ಜು.3 ಕಸಬಾ ಹೋಬಳಿಗಳಲ್ಲಿ ಅದಾಲತ್ ನಡೆಯಲಿದೆ. ಸಾರ್ವಜನಿಕರು ಸದುಪಯೋಗ ಪಡೆದುಕೊಳ್ಳಬೇಕೆಂದು ತಹಶೀಲ್ದಾರ್ ತಿಳಿಸಿದ್ದಾರೆ.: [167, 755, 359, 893]
- main-subheadline: ಜೂ.21ರಿಂದ ವಾರ್ಡ್‌ವಾರು ಅರ್ಜಿ ವಿತರಣೆ: ಸಚಿವ ಹೆಚ್.ಡಿ.ರೇವಣ್ಣ: [681, 348, 1104, 370]
- masthead-title: ಹಾಸನ ಮಿತ್ರ: [733, 156, 906, 206]
- left-story-3-body: ಹಾಸನ, ಜೂ.15- ಪರಿಶಿಷ್ಟ ಜಾತಿ-ಪಂಗಡ, ಹಿಂದುಳಿದ ಹಾಗೂ ಅಲ್ಪಸಂಖ್ಯಾತ ವರ್ಗದ ನಿರುದ್ಯೋಗಿಗಳಿಗೆ ಸ್ವಉದ್ಯೋಗ ಕಲ್ಪಿಸಲು ಪ್ರವಾಸಿ ಟ್ಯಾಕ್ಸಿ ಯೋಜನೆಯಡಿ 2017-18 ಮತ್ತು 2018-19ನೇ ಸಾಲಿನ ಸಹಾಯಧನಕ್ಕೆ ಅರ್ಜಿ ಸಲ್ಲಿಸಿದ್ದವರ ಆಯ್ಕೆ ಪಟ್ಟಿ ಪ್ರಕಟಿಸಲಾಗಿದೆ. ಆಕ್ಷೇಪಣೆಗಳಿದ್ದಲ್ಲಿ ಉಪ ನಿರ್ದೇಶಕರ ಕಚೇರಿಗೆ ಸಲ್ಲಿಸಬಹುದು. ಹೆಚ್ಚಿನ ಮಾಹಿತಿಗೆ ದೂ: 08172-268862 ಸಂಪರ್ಕಿಸಬಹುದು.: [167, 611, 359, 721]
- amrut-divider: [1079, 889, 1080, 1398]
- media-headline-1: ‘ತಮ್ಮ ಕುಟುಂಬದತ್ತಲೂ ನಿಗಾ: [455, 1409, 632, 1431]
